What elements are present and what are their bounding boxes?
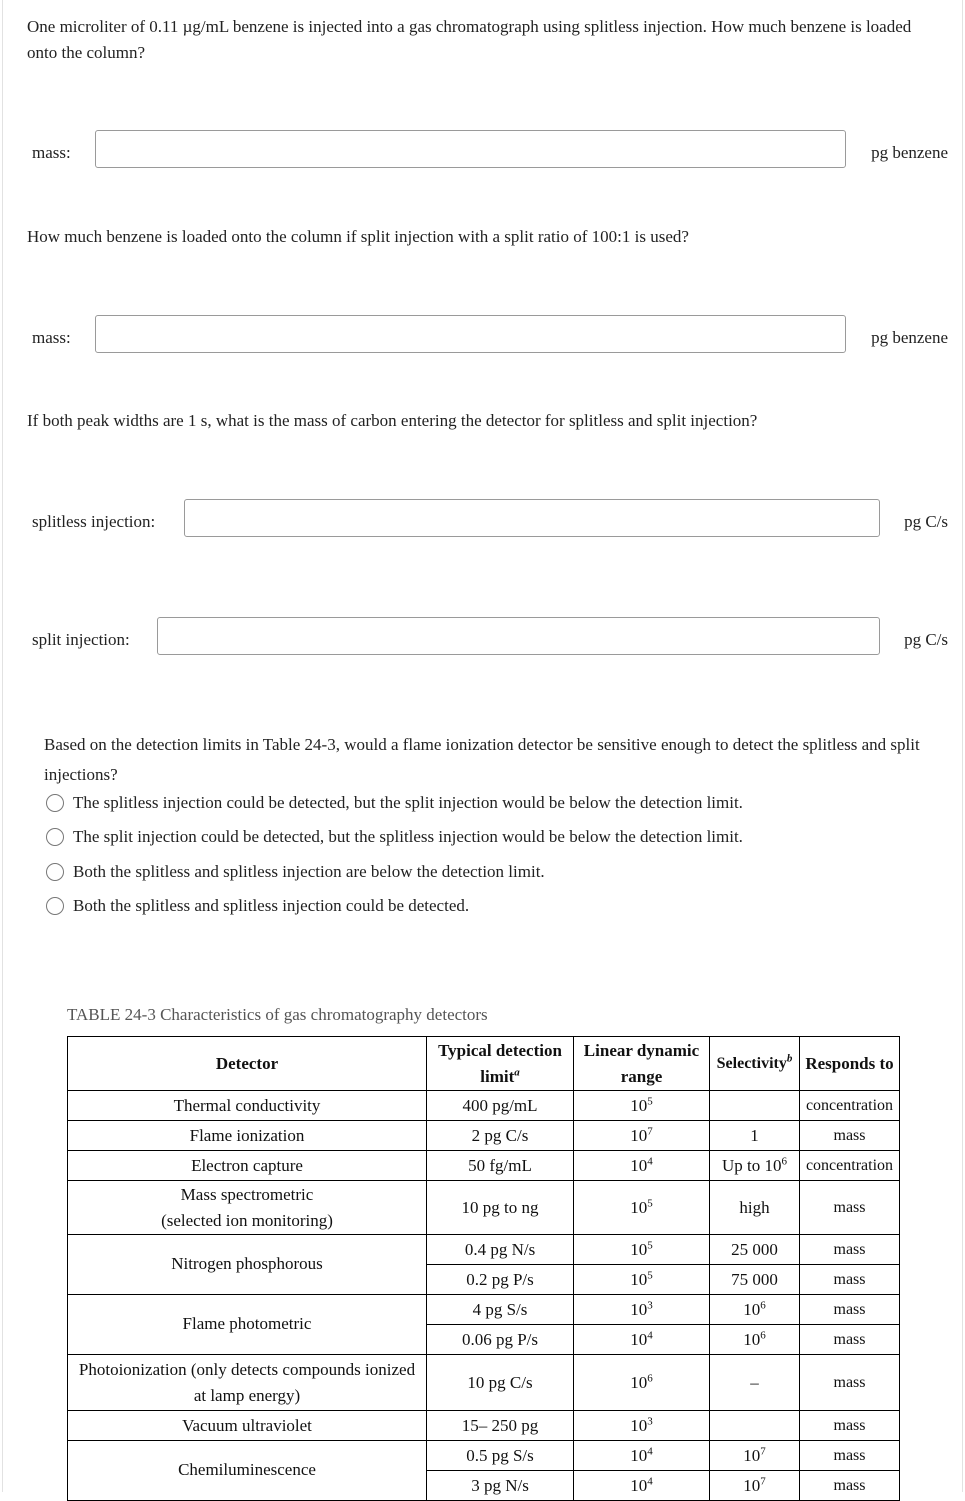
cell-responds: mass [800, 1355, 900, 1411]
option-label: Both the splitless and splitless injection are below the detection limit. [73, 862, 545, 881]
header-selectivity: Selectivity$^b$ [710, 1037, 800, 1091]
splitless-carbon-input[interactable] [184, 499, 880, 537]
cell-range: $10^3$ [574, 1295, 710, 1325]
mass-label-1: mass: [32, 143, 71, 162]
cell-detector: Electron capture [68, 1151, 427, 1181]
cell-range: $10^5$ [574, 1181, 710, 1235]
split-carbon-input[interactable] [157, 617, 880, 655]
split-injection-label: split injection: [32, 630, 130, 649]
cell-detector: Photoionization (only detects compounds ionized at lamp energy) [68, 1355, 427, 1411]
cell-limit: 3 pg N/s [427, 1471, 574, 1501]
cell-detector: Chemiluminescence [68, 1441, 427, 1501]
cell-limit: 50 fg/mL [427, 1151, 574, 1181]
cell-range: $10^7$ [574, 1121, 710, 1151]
cell-range: $10^5$ [574, 1235, 710, 1265]
cell-selectivity: $10^7$ [710, 1441, 800, 1471]
table-row [68, 1121, 900, 1151]
cell-limit: 2 pg C/s [427, 1121, 574, 1151]
question-2-text: How much benzene is loaded onto the column if split injection with a split ratio of 100:1 is used? [27, 227, 689, 246]
unit-label-2: pg benzene [871, 328, 948, 347]
cell-responds: mass [800, 1121, 900, 1151]
cell-detector: Mass spectrometric (selected ion monitoring) [68, 1181, 427, 1235]
cell-selectivity: Up to $10^6$ [710, 1151, 800, 1181]
option-1[interactable] [46, 791, 743, 815]
cell-selectivity [710, 1411, 800, 1441]
cell-responds: mass [800, 1235, 900, 1265]
cell-responds: mass [800, 1265, 900, 1295]
cell-detector: Flame photometric [68, 1295, 427, 1355]
cell-responds: mass [800, 1295, 900, 1325]
cell-selectivity: 75 000 [710, 1265, 800, 1295]
option-4[interactable] [46, 894, 469, 918]
cell-responds: mass [800, 1181, 900, 1235]
question-3-text: If both peak widths are 1 s, what is the mass of carbon entering the detector for splitless and split injection? [27, 411, 758, 430]
option-label: The split injection could be detected, but the splitless injection would be below the detection limit. [73, 827, 743, 846]
cell-limit: 0.2 pg P/s [427, 1265, 574, 1295]
unit-label-3: pg C/s [904, 512, 948, 531]
table-row [68, 1411, 900, 1441]
splitless-injection-label: splitless injection: [32, 512, 156, 531]
header-responds: Responds to [800, 1037, 900, 1091]
header-detector: Detector [68, 1037, 427, 1091]
cell-detector: Thermal conductivity [68, 1091, 427, 1121]
cell-selectivity: 1 [710, 1121, 800, 1151]
option-label: Both the splitless and splitless injection could be detected. [73, 896, 470, 915]
cell-responds: mass [800, 1411, 900, 1441]
table-row [68, 1235, 900, 1265]
cell-responds: mass [800, 1441, 900, 1471]
cell-selectivity: – [710, 1355, 800, 1411]
radio-button[interactable] [46, 863, 64, 881]
cell-responds: mass [800, 1471, 900, 1501]
cell-limit: 10 pg to ng [427, 1181, 574, 1235]
cell-responds: concentration [800, 1151, 900, 1181]
cell-responds: concentration [800, 1091, 900, 1121]
radio-button[interactable] [46, 828, 64, 846]
unit-label-4: pg C/s [904, 630, 948, 649]
cell-detector: Flame ionization [68, 1121, 427, 1151]
cell-range: $10^5$ [574, 1091, 710, 1121]
table-caption: TABLE 24-3 Characteristics of gas chromatography detectors [67, 1005, 488, 1024]
radio-button[interactable] [46, 897, 64, 915]
question-1-text: One microliter of 0.11 µg/mL benzene is injected into a gas chromatograph using splitless injection. How much benzene is loaded onto the column? [27, 17, 912, 62]
cell-range: $10^6$ [574, 1355, 710, 1411]
table-row [68, 1441, 900, 1471]
splitless-mass-input[interactable] [95, 130, 846, 168]
cell-selectivity: high [710, 1181, 800, 1235]
cell-detector: Vacuum ultraviolet [68, 1411, 427, 1441]
table-row [68, 1295, 900, 1325]
cell-limit: 15– 250 pg [427, 1411, 574, 1441]
option-3[interactable] [46, 860, 545, 884]
cell-range: $10^4$ [574, 1325, 710, 1355]
cell-selectivity: 25 000 [710, 1235, 800, 1265]
cell-limit: 0.5 pg S/s [427, 1441, 574, 1471]
cell-limit: 0.4 pg N/s [427, 1235, 574, 1265]
split-mass-input[interactable] [95, 315, 846, 353]
cell-selectivity: $10^7$ [710, 1471, 800, 1501]
unit-label-1: pg benzene [871, 143, 948, 162]
cell-range: $10^4$ [574, 1151, 710, 1181]
cell-range: $10^4$ [574, 1441, 710, 1471]
cell-limit: 0.06 pg P/s [427, 1325, 574, 1355]
cell-responds: mass [800, 1325, 900, 1355]
cell-range: $10^4$ [574, 1471, 710, 1501]
cell-limit: 400 pg/mL [427, 1091, 574, 1121]
radio-button[interactable] [46, 794, 64, 812]
table-row [68, 1181, 900, 1235]
question-4-text: Based on the detection limits in Table 24-3, would a flame ionization detector be sensitive enough to detect the splitless and split injections? [44, 735, 920, 784]
cell-range: $10^5$ [574, 1265, 710, 1295]
mass-label-2: mass: [32, 328, 71, 347]
option-2[interactable] [46, 825, 743, 849]
cell-selectivity [710, 1091, 800, 1121]
detector-table [67, 1036, 900, 1501]
cell-selectivity: $10^6$ [710, 1325, 800, 1355]
cell-selectivity: $10^6$ [710, 1295, 800, 1325]
option-label: The splitless injection could be detected, but the split injection would be below the detection limit. [73, 793, 743, 812]
cell-limit: 4 pg S/s [427, 1295, 574, 1325]
cell-detector: Nitrogen phosphorous [68, 1235, 427, 1295]
table-row [68, 1355, 900, 1411]
header-range: Linear dynamic range [574, 1037, 710, 1091]
table-row [68, 1151, 900, 1181]
cell-range: $10^3$ [574, 1411, 710, 1441]
table-row [68, 1091, 900, 1121]
cell-limit: 10 pg C/s [427, 1355, 574, 1411]
table-header-row [68, 1037, 900, 1091]
header-limit: Typical detection limit$^a$ [427, 1037, 574, 1091]
